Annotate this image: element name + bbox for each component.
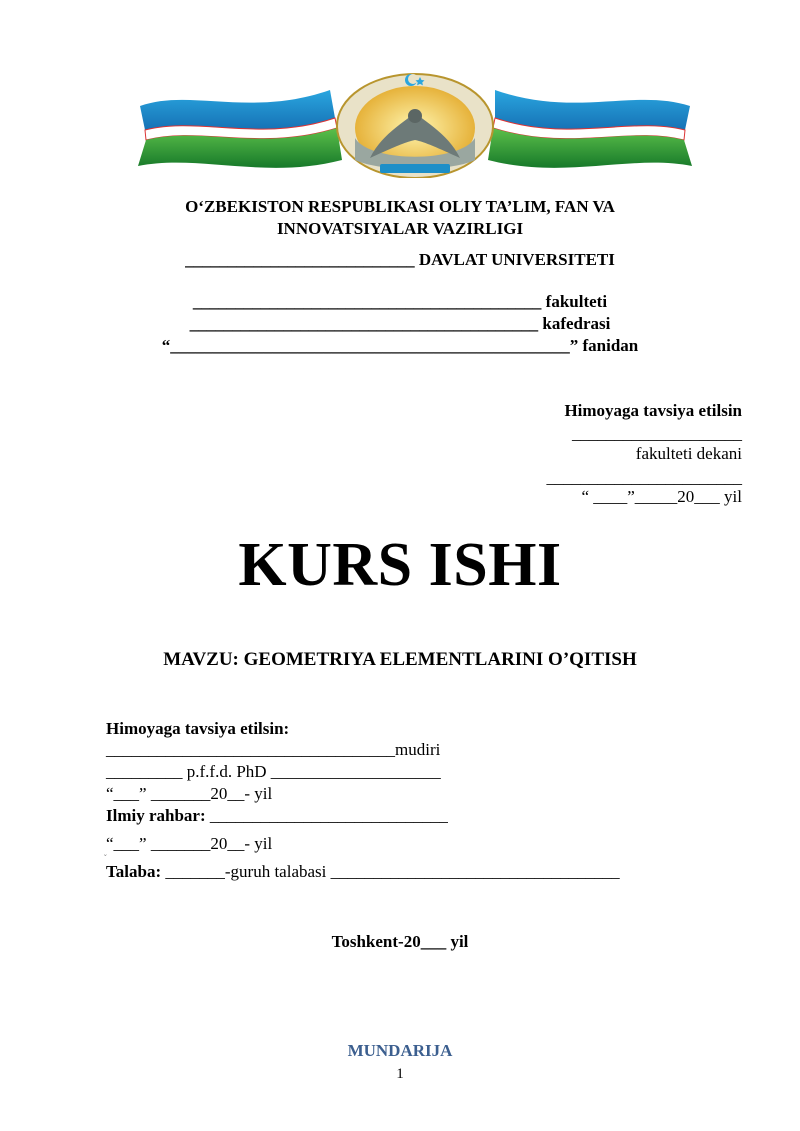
ministry-title <box>0 196 800 240</box>
student-blank: _______-guruh talabasi __________________________________ <box>161 862 620 881</box>
recommendation-date: “ ____”_____20___ yil <box>581 487 742 506</box>
degree-line: _________ p.f.f.d. PhD ____________________ <box>106 762 441 781</box>
ministry-line2: INNOVATSIYALAR VAZIRLIGI <box>276 219 524 238</box>
subject-line: “_______________________________________________” fanidan <box>161 336 639 355</box>
department-head-line: __________________________________mudiri <box>106 740 441 759</box>
contents-heading: MUNDARIJA <box>347 1041 453 1060</box>
recommendation-title: Himoyaga tavsiya etilsin <box>564 401 742 420</box>
student-line <box>106 862 620 882</box>
student-label: Talaba: <box>106 862 162 881</box>
recommendation-signature-line: ____________________ <box>572 424 742 443</box>
date-line-1: “___” _______20__- yil <box>106 784 273 803</box>
city-year: Toshkent-20___ yil <box>331 932 469 951</box>
document-title: KURS ISHI <box>238 531 562 599</box>
page-number: 1 <box>396 1066 404 1082</box>
department-line: _________________________________________ kafedrasi <box>189 314 611 333</box>
state-emblem-flag-image <box>130 68 700 178</box>
advisor-label: Ilmiy rahbar: <box>106 806 206 825</box>
advisor-line <box>106 806 448 826</box>
ministry-line1: O‘ZBEKISTON RESPUBLIKASI OLIY TA’LIM, FAN VA <box>185 197 615 216</box>
topic-title: MAVZU: GEOMETRIYA ELEMENTLARINI O’QITISH <box>163 649 637 670</box>
advisor-blank: ____________________________ <box>205 806 448 825</box>
faculty-line: _________________________________________ fakulteti <box>192 292 608 311</box>
dean-label: fakulteti dekani <box>635 444 742 463</box>
university-line: ___________________________ DAVLAT UNIVERSITETI <box>185 250 615 269</box>
date-line-2: “___” _______20__- yil <box>106 834 273 853</box>
dean-name-line: _______________________ <box>546 468 742 487</box>
defense-recommendation-title: Himoyaga tavsiya etilsin: <box>106 719 290 738</box>
formatting-mark: ˘ <box>104 853 107 862</box>
